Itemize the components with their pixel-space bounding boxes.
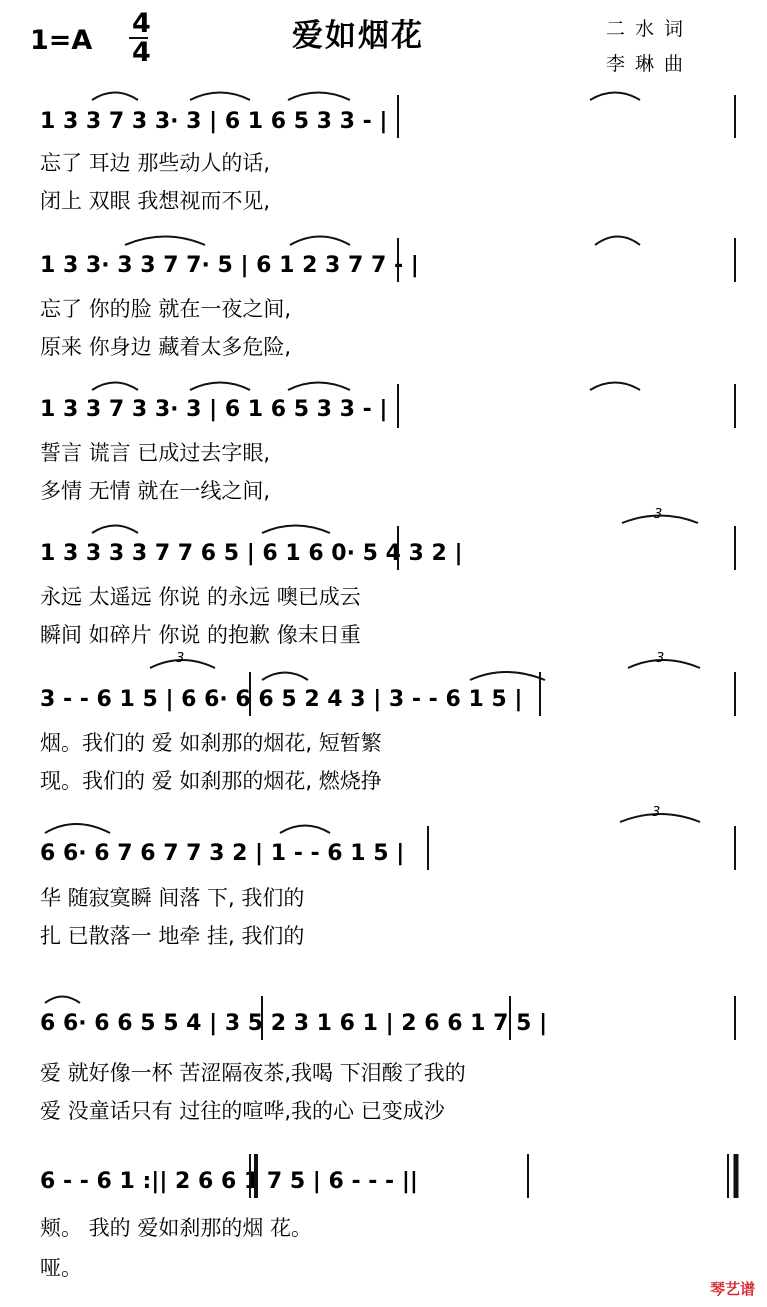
lyrics-verse-1: 永远 太遥远 你说 的永远 噢已成云 <box>40 585 361 609</box>
score-system-2 <box>40 237 735 360</box>
slur <box>92 93 138 101</box>
lyrics-verse-2: 扎 已散落一 地牵 挂, 我们的 <box>40 924 305 948</box>
slur <box>280 826 330 834</box>
slur <box>470 672 545 680</box>
slur <box>92 383 138 391</box>
lyrics-verse-2: 多情 无情 就在一线之间, <box>40 479 271 503</box>
slur <box>190 383 250 391</box>
score-system-3 <box>40 383 735 504</box>
time-signature-top: 4 <box>132 8 151 39</box>
score-system-8 <box>40 1154 736 1280</box>
notation-line: 6 - - 6 1 :|| 2 6 6 1 7 5 | 6 - - - || <box>40 1169 418 1194</box>
slur <box>262 526 330 534</box>
notation-line: 1 3 3· 3 3 7 7· 5 | 6 1 2 3 7 7 - | <box>40 253 419 278</box>
lyrics-verse-2: 哑。 <box>40 1256 82 1280</box>
lyrics-verse-1: 忘了 耳边 那些动人的话, <box>40 151 271 175</box>
watermark-logo <box>710 1278 755 1299</box>
lyrics-verse-2: 原来 你身边 藏着太多危险, <box>40 335 292 359</box>
lyrics-verse-1: 颊。 我的 爱如刹那的烟 花。 <box>40 1216 313 1240</box>
song-title: 爱如烟花 <box>292 18 424 54</box>
lyrics-verse-1: 华 随寂寞瞬 间落 下, 我们的 <box>40 886 305 910</box>
slur <box>590 383 640 391</box>
slur <box>590 93 640 101</box>
score-system-6 <box>40 805 735 948</box>
notation-line: 6 6· 6 7 6 7 7 3 2 | 1 - - 6 1 5 | <box>40 841 405 866</box>
lyrics-verse-2: 现。我们的 爱 如刹那的烟花, 燃烧挣 <box>40 769 382 793</box>
slur <box>190 93 250 101</box>
slur <box>262 673 308 681</box>
lyricist-credit: 二水词 <box>606 18 694 40</box>
slur <box>45 824 110 833</box>
notation-line: 1 3 3 7 3 3· 3 | 6 1 6 5 3 3 - | <box>40 109 388 134</box>
slur <box>595 237 640 246</box>
score-system-4 <box>40 507 735 647</box>
key-signature: 1=A <box>30 25 93 56</box>
triplet-mark: 3 <box>656 651 665 666</box>
lyrics-verse-1: 忘了 你的脸 就在一夜之间, <box>40 297 292 321</box>
slur <box>125 237 205 246</box>
composer-credit: 李琳曲 <box>606 53 694 75</box>
slur <box>288 93 350 101</box>
triplet-mark: 3 <box>176 651 185 666</box>
slur <box>92 526 138 534</box>
lyrics-verse-2: 爱 没童话只有 过往的喧哗,我的心 已变成沙 <box>40 1099 445 1123</box>
lyrics-verse-2: 瞬间 如碎片 你说 的抱歉 像末日重 <box>40 623 361 647</box>
score-system-5 <box>40 651 735 793</box>
time-signature-bottom: 4 <box>132 37 151 68</box>
score-header <box>30 8 693 75</box>
lyrics-verse-1: 爱 就好像一杯 苦涩隔夜茶,我喝 下泪酸了我的 <box>40 1061 466 1085</box>
lyrics-verse-1: 誓言 谎言 已成过去字眼, <box>40 441 271 465</box>
slur <box>290 237 350 246</box>
lyrics-verse-1: 烟。我们的 爱 如刹那的烟花, 短暂繁 <box>40 731 382 755</box>
slur <box>288 383 350 391</box>
notation-line: 1 3 3 3 3 7 7 6 5 | 6 1 6 0· 5 4 3 2 | <box>40 541 463 566</box>
lyrics-verse-2: 闭上 双眼 我想视而不见, <box>40 189 271 213</box>
score-system-7 <box>40 996 735 1123</box>
triplet-mark: 3 <box>654 507 663 522</box>
notation-line: 3 - - 6 1 5 | 6 6· 6 6 5 2 4 3 | 3 - - 6 1 5 | <box>40 687 523 712</box>
notation-line: 6 6· 6 6 5 5 4 | 3 5 2 3 1 6 1 | 2 6 6 1 7 5 | <box>40 1011 548 1036</box>
notation-line: 1 3 3 7 3 3· 3 | 6 1 6 5 3 3 - | <box>40 397 388 422</box>
triplet-mark: 3 <box>652 805 661 820</box>
watermark-text: 琴艺谱 <box>709 1280 755 1298</box>
slur <box>45 997 80 1004</box>
score-system-1 <box>40 93 735 214</box>
